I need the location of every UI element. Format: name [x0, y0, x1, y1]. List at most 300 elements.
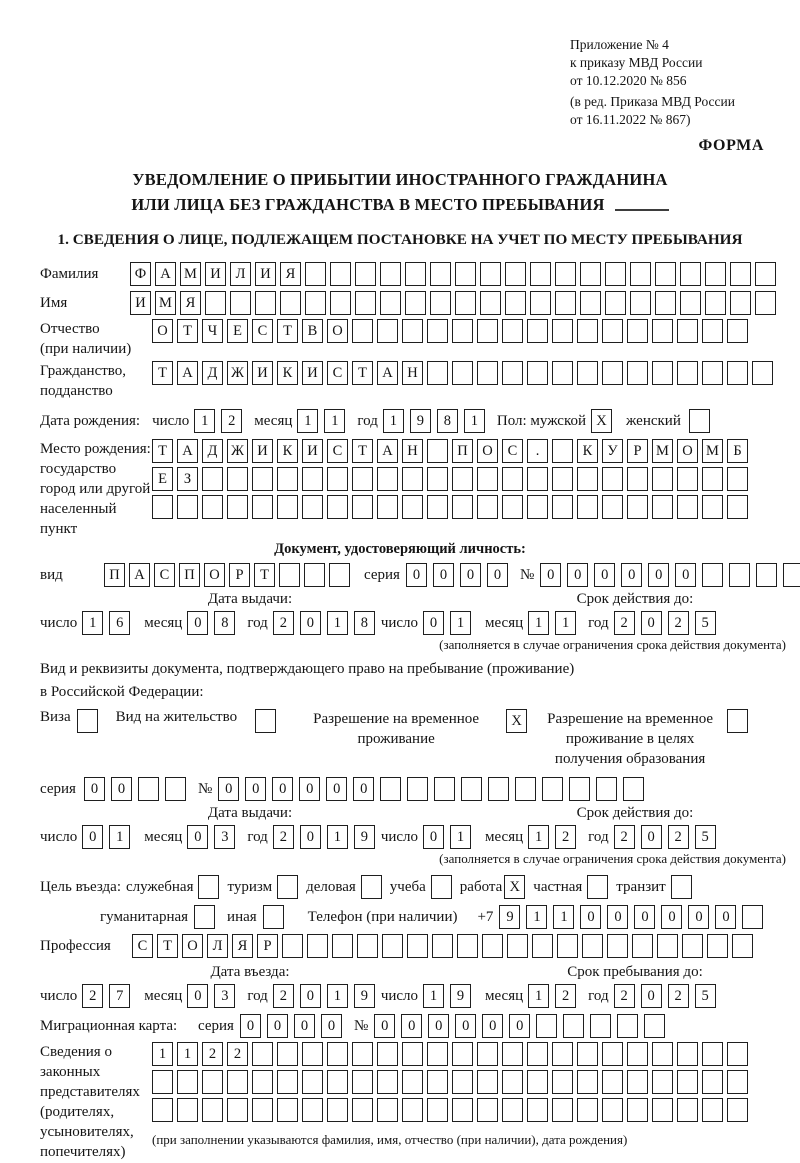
char-cell[interactable] — [427, 495, 448, 519]
char-cell[interactable]: 0 — [487, 563, 508, 587]
char-cell[interactable] — [530, 291, 551, 315]
char-cell[interactable] — [402, 1098, 423, 1122]
char-cell[interactable]: 0 — [245, 777, 266, 801]
char-cell[interactable] — [702, 467, 723, 491]
char-cell[interactable] — [277, 1070, 298, 1094]
char-cell[interactable] — [352, 495, 373, 519]
char-cell[interactable]: 5 — [695, 611, 716, 635]
char-cell[interactable] — [505, 291, 526, 315]
char-cell[interactable] — [527, 1098, 548, 1122]
char-cell[interactable]: 2 — [614, 984, 635, 1008]
char-cell[interactable] — [327, 1098, 348, 1122]
char-cell[interactable]: М — [180, 262, 201, 286]
char-cell[interactable] — [430, 262, 451, 286]
char-cell[interactable] — [402, 319, 423, 343]
char-cell[interactable] — [227, 467, 248, 491]
char-cell[interactable]: 0 — [540, 563, 561, 587]
char-cell[interactable]: А — [155, 262, 176, 286]
char-cell[interactable]: О — [477, 439, 498, 463]
char-cell[interactable] — [327, 1042, 348, 1066]
char-cell[interactable] — [530, 262, 551, 286]
char-cell[interactable] — [563, 1014, 584, 1038]
purpose-transit-checkbox[interactable] — [671, 875, 692, 899]
char-cell[interactable]: И — [130, 291, 151, 315]
char-cell[interactable] — [382, 934, 403, 958]
char-cell[interactable] — [477, 1098, 498, 1122]
char-cell[interactable] — [577, 1098, 598, 1122]
char-cell[interactable] — [652, 361, 673, 385]
char-cell[interactable]: 0 — [641, 611, 662, 635]
char-cell[interactable] — [605, 291, 626, 315]
char-cell[interactable]: И — [255, 262, 276, 286]
char-cell[interactable] — [480, 291, 501, 315]
char-cell[interactable] — [452, 319, 473, 343]
char-cell[interactable] — [482, 934, 503, 958]
char-cell[interactable]: А — [177, 361, 198, 385]
char-cell[interactable]: 0 — [621, 563, 642, 587]
char-cell[interactable]: А — [377, 439, 398, 463]
char-cell[interactable] — [552, 495, 573, 519]
char-cell[interactable] — [405, 291, 426, 315]
char-cell[interactable] — [402, 495, 423, 519]
char-cell[interactable] — [402, 467, 423, 491]
char-cell[interactable] — [652, 319, 673, 343]
char-cell[interactable] — [152, 1070, 173, 1094]
char-cell[interactable] — [677, 1042, 698, 1066]
char-cell[interactable] — [177, 1098, 198, 1122]
char-cell[interactable]: Н — [402, 361, 423, 385]
char-cell[interactable] — [452, 1098, 473, 1122]
char-cell[interactable]: 0 — [594, 563, 615, 587]
purpose-commercial-checkbox[interactable] — [361, 875, 382, 899]
char-cell[interactable]: Т — [177, 319, 198, 343]
char-cell[interactable] — [602, 1098, 623, 1122]
char-cell[interactable] — [427, 1042, 448, 1066]
char-cell[interactable] — [452, 467, 473, 491]
char-cell[interactable]: 1 — [152, 1042, 173, 1066]
char-cell[interactable] — [255, 291, 276, 315]
char-cell[interactable]: Ж — [227, 361, 248, 385]
char-cell[interactable]: 6 — [109, 611, 130, 635]
char-cell[interactable] — [652, 1098, 673, 1122]
char-cell[interactable] — [427, 1098, 448, 1122]
char-cell[interactable] — [705, 291, 726, 315]
char-cell[interactable] — [705, 262, 726, 286]
char-cell[interactable]: 0 — [688, 905, 709, 929]
char-cell[interactable] — [427, 1070, 448, 1094]
char-cell[interactable] — [527, 1042, 548, 1066]
char-cell[interactable]: 0 — [267, 1014, 288, 1038]
edu-permit-checkbox[interactable] — [727, 709, 748, 733]
char-cell[interactable]: 0 — [240, 1014, 261, 1038]
char-cell[interactable] — [677, 495, 698, 519]
char-cell[interactable] — [590, 1014, 611, 1038]
char-cell[interactable] — [742, 905, 763, 929]
char-cell[interactable]: 0 — [580, 905, 601, 929]
char-cell[interactable] — [280, 291, 301, 315]
char-cell[interactable] — [555, 291, 576, 315]
char-cell[interactable] — [330, 291, 351, 315]
char-cell[interactable]: 0 — [509, 1014, 530, 1038]
char-cell[interactable] — [152, 495, 173, 519]
char-cell[interactable] — [302, 1070, 323, 1094]
char-cell[interactable]: 1 — [327, 825, 348, 849]
char-cell[interactable]: 2 — [273, 611, 294, 635]
char-cell[interactable]: А — [377, 361, 398, 385]
char-cell[interactable] — [727, 361, 748, 385]
char-cell[interactable]: 0 — [300, 984, 321, 1008]
char-cell[interactable] — [177, 1070, 198, 1094]
char-cell[interactable] — [477, 1070, 498, 1094]
char-cell[interactable] — [729, 563, 750, 587]
char-cell[interactable] — [488, 777, 509, 801]
char-cell[interactable]: 2 — [273, 984, 294, 1008]
char-cell[interactable] — [427, 439, 448, 463]
char-cell[interactable] — [455, 262, 476, 286]
char-cell[interactable] — [352, 319, 373, 343]
char-cell[interactable] — [461, 777, 482, 801]
char-cell[interactable]: Т — [254, 563, 275, 587]
char-cell[interactable]: 1 — [383, 409, 404, 433]
char-cell[interactable] — [502, 467, 523, 491]
char-cell[interactable]: А — [129, 563, 150, 587]
char-cell[interactable]: О — [327, 319, 348, 343]
char-cell[interactable]: 0 — [84, 777, 105, 801]
char-cell[interactable]: 2 — [614, 611, 635, 635]
char-cell[interactable] — [502, 361, 523, 385]
char-cell[interactable] — [477, 1042, 498, 1066]
char-cell[interactable] — [377, 495, 398, 519]
char-cell[interactable]: 0 — [272, 777, 293, 801]
char-cell[interactable]: К — [277, 361, 298, 385]
char-cell[interactable]: Л — [207, 934, 228, 958]
char-cell[interactable]: 1 — [450, 611, 471, 635]
char-cell[interactable] — [452, 1042, 473, 1066]
char-cell[interactable] — [577, 1042, 598, 1066]
char-cell[interactable]: 0 — [482, 1014, 503, 1038]
char-cell[interactable] — [577, 361, 598, 385]
char-cell[interactable] — [327, 1070, 348, 1094]
char-cell[interactable] — [407, 777, 428, 801]
char-cell[interactable] — [677, 1070, 698, 1094]
char-cell[interactable] — [532, 934, 553, 958]
char-cell[interactable] — [352, 1098, 373, 1122]
char-cell[interactable]: 1 — [450, 825, 471, 849]
char-cell[interactable] — [307, 934, 328, 958]
char-cell[interactable] — [230, 291, 251, 315]
char-cell[interactable] — [515, 777, 536, 801]
char-cell[interactable] — [730, 291, 751, 315]
char-cell[interactable] — [330, 262, 351, 286]
char-cell[interactable]: Т — [157, 934, 178, 958]
char-cell[interactable]: Я — [232, 934, 253, 958]
char-cell[interactable] — [623, 777, 644, 801]
char-cell[interactable] — [602, 1042, 623, 1066]
char-cell[interactable]: И — [302, 439, 323, 463]
char-cell[interactable] — [702, 495, 723, 519]
char-cell[interactable]: С — [154, 563, 175, 587]
char-cell[interactable]: 8 — [354, 611, 375, 635]
char-cell[interactable] — [702, 1042, 723, 1066]
char-cell[interactable]: Д — [202, 361, 223, 385]
char-cell[interactable] — [380, 777, 401, 801]
char-cell[interactable] — [355, 262, 376, 286]
char-cell[interactable] — [202, 495, 223, 519]
char-cell[interactable] — [677, 319, 698, 343]
char-cell[interactable] — [252, 1042, 273, 1066]
char-cell[interactable]: В — [302, 319, 323, 343]
char-cell[interactable] — [752, 361, 773, 385]
sex-male-checkbox[interactable]: X — [591, 409, 612, 433]
char-cell[interactable]: 0 — [460, 563, 481, 587]
char-cell[interactable] — [680, 291, 701, 315]
char-cell[interactable] — [702, 319, 723, 343]
char-cell[interactable] — [177, 495, 198, 519]
char-cell[interactable] — [542, 777, 563, 801]
purpose-work-checkbox[interactable]: X — [504, 875, 525, 899]
char-cell[interactable]: З — [177, 467, 198, 491]
char-cell[interactable]: О — [204, 563, 225, 587]
char-cell[interactable]: Ж — [227, 439, 248, 463]
char-cell[interactable]: 0 — [634, 905, 655, 929]
char-cell[interactable] — [652, 1042, 673, 1066]
char-cell[interactable] — [605, 262, 626, 286]
char-cell[interactable] — [355, 291, 376, 315]
char-cell[interactable]: Р — [627, 439, 648, 463]
char-cell[interactable] — [644, 1014, 665, 1038]
char-cell[interactable] — [527, 319, 548, 343]
purpose-business-checkbox[interactable] — [198, 875, 219, 899]
char-cell[interactable]: И — [205, 262, 226, 286]
char-cell[interactable] — [377, 1070, 398, 1094]
char-cell[interactable] — [252, 1098, 273, 1122]
char-cell[interactable] — [452, 495, 473, 519]
char-cell[interactable]: О — [152, 319, 173, 343]
char-cell[interactable] — [352, 1070, 373, 1094]
char-cell[interactable]: 2 — [202, 1042, 223, 1066]
char-cell[interactable] — [552, 1098, 573, 1122]
char-cell[interactable] — [165, 777, 186, 801]
char-cell[interactable] — [279, 563, 300, 587]
char-cell[interactable] — [602, 319, 623, 343]
char-cell[interactable] — [502, 495, 523, 519]
char-cell[interactable]: 1 — [177, 1042, 198, 1066]
char-cell[interactable] — [632, 934, 653, 958]
char-cell[interactable] — [402, 1070, 423, 1094]
char-cell[interactable]: 2 — [82, 984, 103, 1008]
char-cell[interactable]: 2 — [555, 825, 576, 849]
char-cell[interactable] — [380, 291, 401, 315]
char-cell[interactable] — [702, 361, 723, 385]
char-cell[interactable] — [352, 1042, 373, 1066]
char-cell[interactable]: М — [652, 439, 673, 463]
char-cell[interactable] — [380, 262, 401, 286]
char-cell[interactable]: П — [104, 563, 125, 587]
char-cell[interactable]: Т — [352, 439, 373, 463]
char-cell[interactable]: 1 — [553, 905, 574, 929]
char-cell[interactable] — [627, 1098, 648, 1122]
char-cell[interactable] — [502, 1042, 523, 1066]
char-cell[interactable] — [677, 467, 698, 491]
char-cell[interactable]: 2 — [614, 825, 635, 849]
char-cell[interactable] — [536, 1014, 557, 1038]
char-cell[interactable] — [577, 495, 598, 519]
char-cell[interactable]: О — [677, 439, 698, 463]
char-cell[interactable] — [477, 361, 498, 385]
char-cell[interactable] — [505, 262, 526, 286]
char-cell[interactable]: 8 — [437, 409, 458, 433]
purpose-humanitarian-checkbox[interactable] — [194, 905, 215, 929]
char-cell[interactable] — [682, 934, 703, 958]
char-cell[interactable] — [652, 467, 673, 491]
char-cell[interactable]: К — [277, 439, 298, 463]
char-cell[interactable]: 5 — [695, 825, 716, 849]
char-cell[interactable] — [730, 262, 751, 286]
char-cell[interactable]: П — [452, 439, 473, 463]
char-cell[interactable] — [302, 467, 323, 491]
temp-permit-checkbox[interactable]: X — [506, 709, 527, 733]
char-cell[interactable] — [455, 291, 476, 315]
char-cell[interactable]: 5 — [695, 984, 716, 1008]
char-cell[interactable] — [707, 934, 728, 958]
char-cell[interactable]: 1 — [109, 825, 130, 849]
char-cell[interactable]: Д — [202, 439, 223, 463]
char-cell[interactable]: 0 — [641, 825, 662, 849]
char-cell[interactable] — [552, 319, 573, 343]
char-cell[interactable] — [302, 1098, 323, 1122]
char-cell[interactable]: Б — [727, 439, 748, 463]
char-cell[interactable]: С — [327, 439, 348, 463]
char-cell[interactable]: Р — [257, 934, 278, 958]
char-cell[interactable]: Я — [280, 262, 301, 286]
char-cell[interactable]: 0 — [111, 777, 132, 801]
char-cell[interactable]: М — [155, 291, 176, 315]
char-cell[interactable]: 0 — [567, 563, 588, 587]
char-cell[interactable] — [277, 495, 298, 519]
char-cell[interactable] — [427, 467, 448, 491]
char-cell[interactable] — [652, 495, 673, 519]
char-cell[interactable] — [377, 1042, 398, 1066]
char-cell[interactable] — [602, 467, 623, 491]
char-cell[interactable]: Е — [227, 319, 248, 343]
char-cell[interactable]: 0 — [353, 777, 374, 801]
char-cell[interactable] — [302, 495, 323, 519]
char-cell[interactable]: Н — [402, 439, 423, 463]
char-cell[interactable] — [227, 495, 248, 519]
char-cell[interactable] — [627, 495, 648, 519]
char-cell[interactable] — [430, 291, 451, 315]
sex-female-checkbox[interactable] — [689, 409, 710, 433]
char-cell[interactable] — [655, 291, 676, 315]
char-cell[interactable] — [552, 439, 573, 463]
char-cell[interactable]: 0 — [607, 905, 628, 929]
char-cell[interactable]: 1 — [194, 409, 215, 433]
char-cell[interactable]: С — [132, 934, 153, 958]
purpose-private-checkbox[interactable] — [587, 875, 608, 899]
char-cell[interactable]: 7 — [109, 984, 130, 1008]
char-cell[interactable] — [329, 563, 350, 587]
char-cell[interactable]: 0 — [423, 611, 444, 635]
char-cell[interactable]: 3 — [214, 825, 235, 849]
char-cell[interactable] — [652, 1070, 673, 1094]
char-cell[interactable]: Л — [230, 262, 251, 286]
char-cell[interactable]: 1 — [528, 825, 549, 849]
char-cell[interactable] — [327, 467, 348, 491]
char-cell[interactable]: С — [502, 439, 523, 463]
char-cell[interactable] — [630, 262, 651, 286]
char-cell[interactable] — [727, 1070, 748, 1094]
char-cell[interactable]: 2 — [273, 825, 294, 849]
char-cell[interactable] — [582, 934, 603, 958]
char-cell[interactable] — [569, 777, 590, 801]
char-cell[interactable]: 1 — [526, 905, 547, 929]
char-cell[interactable] — [282, 934, 303, 958]
char-cell[interactable]: 0 — [675, 563, 696, 587]
char-cell[interactable] — [427, 361, 448, 385]
char-cell[interactable] — [596, 777, 617, 801]
char-cell[interactable] — [627, 361, 648, 385]
char-cell[interactable]: И — [252, 439, 273, 463]
char-cell[interactable]: Р — [229, 563, 250, 587]
char-cell[interactable] — [202, 467, 223, 491]
char-cell[interactable] — [677, 1098, 698, 1122]
char-cell[interactable] — [377, 319, 398, 343]
char-cell[interactable]: 1 — [528, 984, 549, 1008]
char-cell[interactable]: 2 — [555, 984, 576, 1008]
char-cell[interactable] — [407, 934, 428, 958]
char-cell[interactable]: 9 — [499, 905, 520, 929]
char-cell[interactable] — [702, 1098, 723, 1122]
char-cell[interactable] — [138, 777, 159, 801]
char-cell[interactable] — [552, 1042, 573, 1066]
char-cell[interactable] — [452, 361, 473, 385]
purpose-tourism-checkbox[interactable] — [277, 875, 298, 899]
char-cell[interactable] — [305, 291, 326, 315]
char-cell[interactable] — [657, 934, 678, 958]
char-cell[interactable]: 2 — [221, 409, 242, 433]
char-cell[interactable] — [727, 495, 748, 519]
char-cell[interactable] — [655, 262, 676, 286]
char-cell[interactable] — [627, 467, 648, 491]
char-cell[interactable] — [227, 1098, 248, 1122]
char-cell[interactable]: 0 — [299, 777, 320, 801]
visa-checkbox[interactable] — [77, 709, 98, 733]
char-cell[interactable] — [405, 262, 426, 286]
char-cell[interactable]: 0 — [401, 1014, 422, 1038]
char-cell[interactable] — [304, 563, 325, 587]
char-cell[interactable]: К — [577, 439, 598, 463]
char-cell[interactable] — [727, 467, 748, 491]
char-cell[interactable] — [783, 563, 800, 587]
char-cell[interactable]: С — [252, 319, 273, 343]
char-cell[interactable]: О — [182, 934, 203, 958]
char-cell[interactable]: 1 — [423, 984, 444, 1008]
char-cell[interactable] — [732, 934, 753, 958]
char-cell[interactable] — [627, 1042, 648, 1066]
char-cell[interactable]: 0 — [374, 1014, 395, 1038]
char-cell[interactable]: . — [527, 439, 548, 463]
char-cell[interactable] — [152, 1098, 173, 1122]
char-cell[interactable] — [332, 934, 353, 958]
char-cell[interactable]: 1 — [82, 611, 103, 635]
char-cell[interactable] — [452, 1070, 473, 1094]
char-cell[interactable] — [527, 361, 548, 385]
char-cell[interactable]: 9 — [450, 984, 471, 1008]
char-cell[interactable] — [555, 262, 576, 286]
char-cell[interactable]: 0 — [294, 1014, 315, 1038]
char-cell[interactable] — [507, 934, 528, 958]
char-cell[interactable]: 0 — [321, 1014, 342, 1038]
